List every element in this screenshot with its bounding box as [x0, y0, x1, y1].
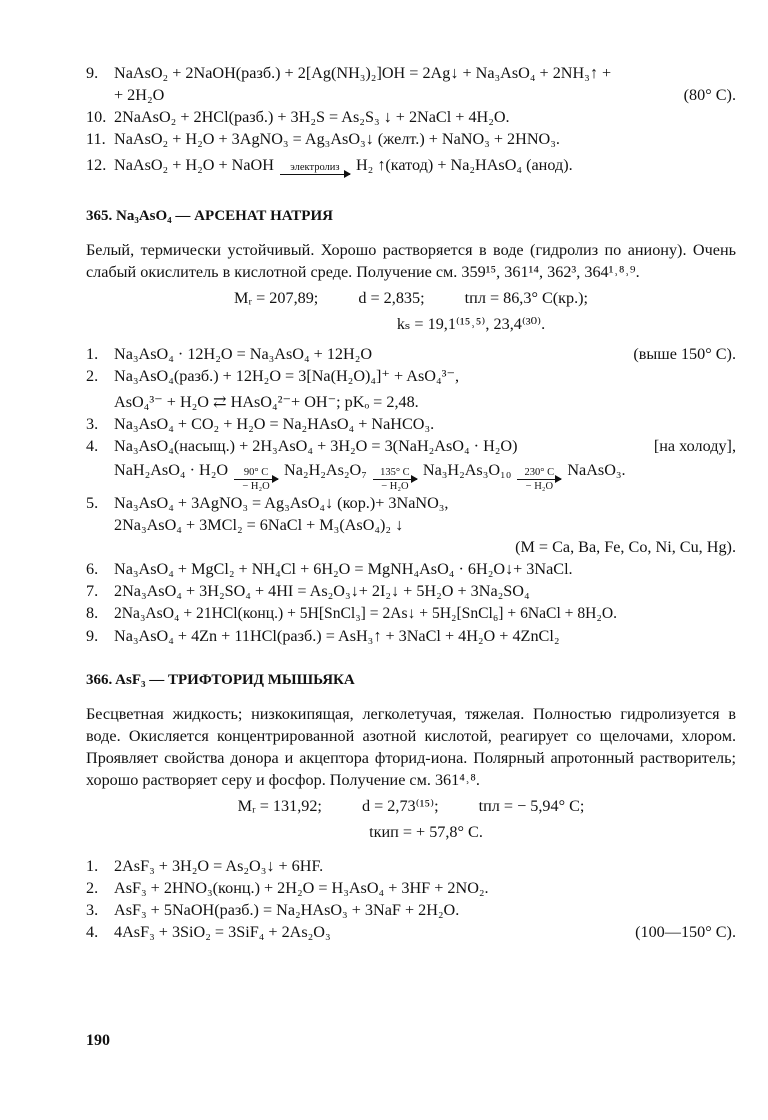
reaction-species: Na₂H₂As₂O₇: [284, 461, 367, 479]
reaction-equation: 2NaAsO₂ + 2HCl(разб.) + 3H₂S = As₂S₃ ↓ + 2NaCl + 4H₂O.: [114, 108, 510, 126]
reaction-equation: NaAsO₂ + H₂O + NaOH: [114, 156, 274, 174]
reaction-species: Na₃H₂As₃O₁₀: [422, 461, 512, 479]
solubility: kₛ = 19,1⁽¹⁵˒⁵⁾, 23,4⁽³⁰⁾.: [396, 315, 546, 333]
reaction-equation: NaAsO₂ + H₂O + 3AgNO₃ = Ag₃AsO₃↓ (желт.) + NaNO₃ + 2HNO₃.: [114, 130, 560, 148]
reaction-condition: (80° C).: [683, 86, 736, 104]
reaction-equation: 2Na₃AsO₄ + 3MCl₂ = 6NaCl + M₃(AsO₄)₂ ↓: [114, 516, 404, 534]
reaction-number: 10.: [86, 108, 107, 126]
reaction-line: [86, 602, 736, 625]
reaction-line: [86, 580, 736, 602]
reaction-equation: Na₃AsO₄(насыщ.) + 2H₃AsO₄ + 3H₂O = 3(NaH₂AsO₄ · H₂O): [114, 437, 518, 455]
reaction-equation: AsF₃ + 2HNO₃(конц.) + 2H₂O = H₃AsO₄ + 3HF + 2NO₂.: [114, 879, 489, 897]
reaction-condition: [на холоду],: [653, 437, 736, 455]
reaction-number: 1.: [86, 857, 99, 875]
reaction-equation: 2Na₃AsO₄ + 21HCl(конц.) + 5H[SnCl₃] = 2As↓ + 5H₂[SnCl₆] + 6NaCl + 8H₂O.: [114, 605, 618, 622]
reaction-line: [86, 899, 736, 921]
melting-point: tпл = 86,3° C(кр.);: [464, 289, 589, 307]
melting-point: tпл = − 5,94° C;: [478, 797, 585, 815]
reaction-line: [86, 435, 736, 457]
section-heading: 366. AsF₃ — ТРИФТОРИД МЫШЬЯКА: [86, 672, 355, 688]
properties-line: [86, 821, 736, 843]
reaction-equation: 2AsF₃ + 3H₂O = As₂O₃↓ + 6HF.: [114, 857, 324, 875]
arrow-label-bottom: − H₂O: [242, 481, 270, 492]
properties-line: [86, 313, 736, 335]
reaction-line: [86, 128, 736, 150]
properties-line: [86, 287, 736, 309]
arrow-label-top: 135° C: [380, 467, 410, 478]
reaction-line: [86, 558, 736, 580]
reaction-line: [86, 855, 736, 877]
page-body: [86, 62, 736, 943]
arrow-label: электролиз: [290, 162, 340, 173]
page-number: 190: [86, 1032, 110, 1049]
reaction-equation: + 2H₂O: [114, 86, 165, 104]
reaction-line: [86, 62, 736, 84]
arrow-label-top: 90° C: [243, 467, 269, 478]
boiling-point: tкип = + 57,8° C.: [369, 823, 483, 841]
reaction-number: 3.: [86, 901, 99, 919]
reaction-equation: H₂ ↑(катод) + Na₂HAsO₄ (анод).: [355, 156, 573, 174]
reaction-arrow: [517, 467, 561, 492]
section-description: Белый, термически устойчивый. Хорошо растворяется в воде (гидролиз по аниону). Очень слабый окислитель в кислотной среде. Получение см. 359¹⁵, 361¹⁴, 362³, 364¹˒⁸˒⁹.: [86, 241, 736, 281]
reaction-condition: (100—150° C).: [635, 923, 736, 941]
molar-mass: Mᵣ = 207,89;: [233, 289, 319, 307]
reaction-number: 1.: [86, 345, 99, 363]
reaction-line: [86, 459, 736, 492]
reaction-number: 4.: [86, 437, 99, 455]
density: d = 2,835;: [358, 289, 425, 307]
reaction-number: 3.: [86, 415, 99, 433]
reaction-number: 6.: [86, 560, 99, 578]
arrow-label-bottom: − H₂O: [525, 481, 554, 492]
reaction-species: NaAsO₃.: [567, 461, 626, 479]
reaction-condition: (выше 150° C).: [633, 345, 736, 363]
reaction-line: [86, 413, 736, 435]
reaction-number: 9.: [86, 627, 99, 645]
reaction-equation: Na₃AsO₄ + 3AgNO₃ = Ag₃AsO₄↓ (кор.)+ 3NaNO₃,: [114, 494, 449, 512]
arrow-label-top: 230° C: [524, 467, 555, 478]
section-description: Бесцветная жидкость; низкокипящая, легколетучая, тяжелая. Полностью гидролизуется в воде. Окисляется концентрированной азотной кислотой, реагирует со щелочами, хлором. Проявляет свойства донора и акцептора фторид-иона. Полярный апротонный растворитель; хорошо растворяет серу и фосфор. Получение см. 361⁴˒⁸.: [86, 705, 736, 789]
reaction-number: 11.: [86, 130, 106, 148]
reaction-equation: Na₃AsO₄ + MgCl₂ + NH₄Cl + 6H₂O = MgNH₄AsO₄ · 6H₂O↓+ 3NaCl.: [114, 560, 573, 578]
reaction-line: [86, 84, 736, 106]
reaction-equation: Na₃AsO₄ · 12H₂O = Na₃AsO₄ + 12H₂O: [114, 345, 373, 363]
reaction-equation: 4AsF₃ + 3SiO₂ = 3SiF₄ + 2As₂O₃: [114, 923, 331, 941]
density: d = 2,73⁽¹⁵⁾;: [361, 797, 439, 815]
reaction-number: 8.: [86, 604, 99, 622]
reaction-line: [86, 492, 736, 514]
reaction-condition: (M = Ca, Ba, Fe, Co, Ni, Cu, Hg).: [515, 538, 736, 556]
reaction-number: 2.: [86, 367, 99, 385]
reaction-equation: Na₃AsO₄(разб.) + 12H₂O = 3[Na(H₂O)₄]⁺ + AsO₄³⁻,: [114, 367, 460, 385]
reaction-equation: 2Na₃AsO₄ + 3H₂SO₄ + 4HI = As₂O₃↓+ 2I₂↓ + 5H₂O + 3Na₂SO₄: [114, 582, 530, 600]
reaction-line: [86, 154, 736, 187]
reaction-arrow: [234, 467, 278, 492]
reaction-line: [86, 877, 736, 899]
reaction-number: 5.: [86, 494, 99, 512]
reaction-number: 2.: [86, 879, 99, 897]
reaction-number: 4.: [86, 923, 99, 941]
reaction-line: [86, 625, 736, 647]
reaction-number: 12.: [86, 156, 107, 174]
reaction-line: [86, 106, 736, 128]
reaction-arrow: [280, 162, 350, 187]
reaction-line: [86, 343, 736, 365]
reaction-equation: AsO₄³⁻ + H₂O ⇄ HAsO₄²⁻+ OH⁻; pKₒ = 2,48.: [114, 393, 419, 411]
reaction-number: 9.: [86, 64, 99, 82]
reaction-line: [86, 921, 736, 943]
reaction-equation: Na₃AsO₄ + 4Zn + 11HCl(разб.) = AsH₃↑ + 3NaCl + 4H₂O + 4ZnCl₂: [114, 627, 560, 645]
reaction-line: [86, 391, 736, 413]
arrow-label-bottom: − H₂O: [381, 481, 409, 492]
reaction-line: [86, 365, 736, 387]
reaction-line: [86, 536, 736, 558]
section-heading: 365. Na₃AsO₄ — АРСЕНАТ НАТРИЯ: [86, 208, 333, 224]
reaction-arrow: [373, 467, 417, 492]
reaction-line: [86, 514, 736, 536]
reaction-equation: NaAsO₂ + 2NaOH(разб.) + 2[Ag(NH₃)₂]OH = 2Ag↓ + Na₃AsO₄ + 2NH₃↑ +: [114, 64, 612, 82]
properties-line: [86, 795, 736, 817]
reaction-equation: AsF₃ + 5NaOH(разб.) = Na₂HAsO₃ + 3NaF + 2H₂O.: [114, 901, 460, 919]
reaction-species: NaH₂AsO₄ · H₂O: [114, 461, 229, 479]
reaction-number: 7.: [86, 582, 99, 600]
molar-mass: Mᵣ = 131,92;: [237, 797, 322, 815]
reaction-equation: Na₃AsO₄ + CO₂ + H₂O = Na₂HAsO₄ + NaHCO₃.: [114, 415, 435, 433]
